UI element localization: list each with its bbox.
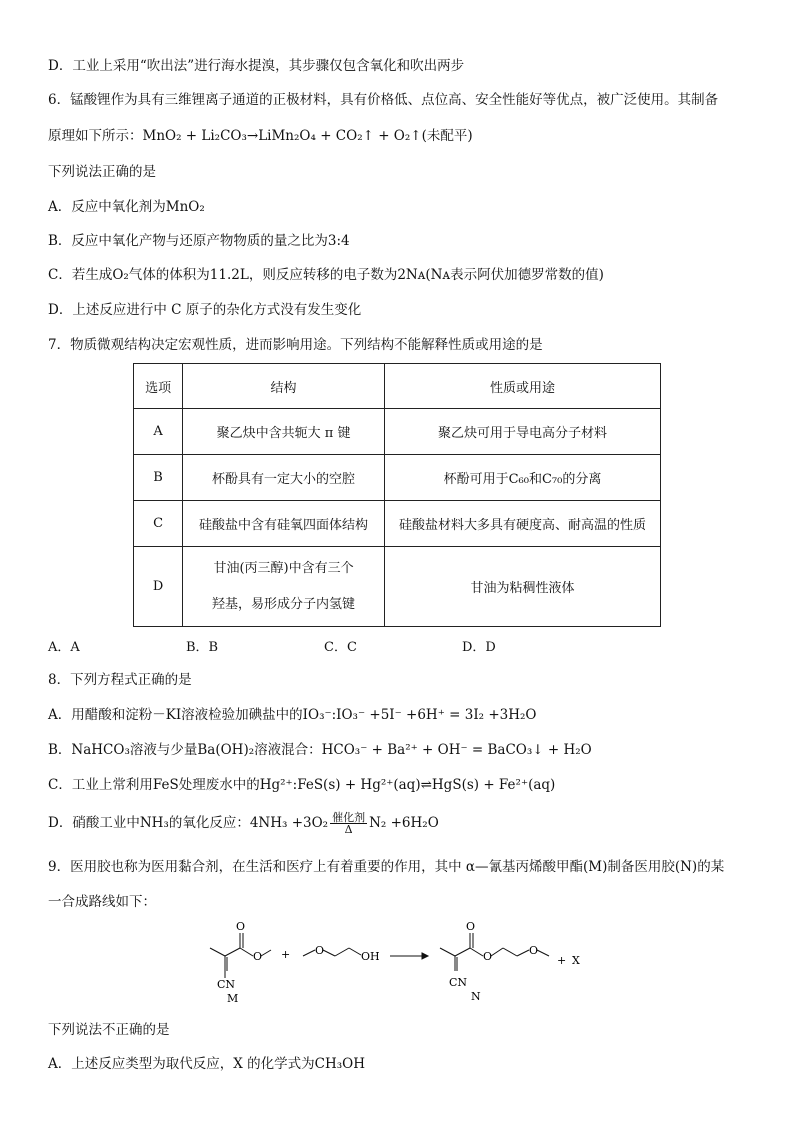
q7-option-d: D．D — [462, 640, 496, 655]
table-header-cell: 性质或用途 — [384, 364, 660, 409]
label-n: N — [471, 990, 481, 1003]
reaction-scheme — [205, 918, 625, 1008]
q7-option-b: B．B — [186, 640, 219, 655]
methoxyethanol — [303, 948, 361, 956]
table-cell: D — [134, 547, 183, 627]
table-cell: 聚乙炔中含共轭大 π 键 — [183, 409, 385, 455]
plus-sign: + — [557, 954, 567, 967]
table-header-cell: 选项 — [134, 364, 183, 409]
q6-stem-line1: 6．锰酸锂作为具有三维锂离子通道的正极材料，具有价格低、点位高、安全性能好等优点，被广泛使用。其制备 — [48, 92, 719, 108]
q9-option-a: A．上述反应类型为取代反应，X 的化学式为CH₃OH — [48, 1056, 366, 1072]
table-cell: 硅酸盐中含有硅氧四面体结构 — [183, 501, 385, 547]
table-row — [134, 547, 661, 627]
table-header-row — [134, 364, 661, 409]
q6-option-b: B．反应中氧化产物与还原产物物质的量之比为3:4 — [48, 233, 350, 249]
catalyst-label: 催化剂 — [332, 811, 366, 824]
table-cell: 硅酸盐材料大多具有硬度高、耐高温的性质 — [384, 501, 660, 547]
table-header-cell: 结构 — [183, 364, 385, 409]
q6-question: 下列说法正确的是 — [48, 164, 156, 180]
q7-option-a: A．A — [48, 640, 80, 655]
table-cell: C — [134, 501, 183, 547]
table-cell: 聚乙炔可用于导电高分子材料 — [384, 409, 660, 455]
q9-question: 下列说法不正确的是 — [48, 1022, 170, 1038]
reaction-condition — [330, 812, 367, 835]
table-row — [134, 409, 661, 455]
table-cell-line: 甘油(丙三醇)中含有三个 — [213, 560, 354, 576]
q6-option-d: D．上述反应进行中 C 原子的杂化方式没有发生变化 — [48, 302, 362, 318]
plus-sign: + — [281, 948, 291, 961]
q6-option-a: A．反应中氧化剂为MnO₂ — [48, 199, 205, 215]
cyano-label: CN — [217, 978, 236, 991]
atom-label: O — [483, 950, 493, 963]
atom-label: O — [315, 944, 325, 957]
q8-option-d — [48, 812, 439, 835]
table-cell: 杯酚具有一定大小的空腔 — [183, 455, 385, 501]
q8-d-prefix: D．硝酸工业中NH₃的氧化反应：4NH₃ +3O₂ — [48, 815, 329, 831]
q9-stem-line2: 一合成路线如下： — [48, 894, 156, 910]
q8-option-b: B．NaHCO₃溶液与少量Ba(OH)₂溶液混合：HCO₃⁻ + Ba²⁺ + OH⁻ = BaCO₃↓ + H₂O — [48, 742, 592, 758]
product-x: X — [572, 954, 580, 967]
cyano-label: CN — [449, 976, 468, 989]
atom-label: O — [236, 920, 246, 933]
table-cell: A — [134, 409, 183, 455]
q6-stem-line2: 原理如下所示：MnO₂ + Li₂CO₃→LiMn₂O₄ + CO₂↑ + O₂↑(未配平) — [48, 128, 473, 144]
q7-table — [133, 363, 661, 627]
atom-label: O — [466, 920, 476, 933]
q8-option-c: C．工业上常利用FeS处理废水中的Hg²⁺:FeS(s) + Hg²⁺(aq)⇌HgS(s) + Fe²⁺(aq) — [48, 777, 556, 793]
line-q5-d: D．工业上采用“吹出法”进行海水提溴，其步骤仅包含氧化和吹出两步 — [48, 58, 465, 74]
q8-stem: 8．下列方程式正确的是 — [48, 672, 192, 688]
q8-option-a: A．用醋酸和淀粉－KI溶液检验加碘盐中的IO₃⁻:IO₃⁻ +5I⁻ +6H⁺ = 3I₂ +3H₂O — [48, 707, 537, 723]
table-row — [134, 501, 661, 547]
table-cell — [183, 547, 385, 627]
atom-label: O — [253, 950, 263, 963]
q7-stem: 7．物质微观结构决定宏观性质，进而影响用途。下列结构不能解释性质或用途的是 — [48, 337, 543, 353]
q7-option-c: C．C — [324, 640, 357, 655]
q6-option-c: C．若生成O₂气体的体积为11.2L，则反应转移的电子数为2Nᴀ(Nᴀ表示阿伏加德罗常数的值) — [48, 267, 604, 283]
label-m: M — [227, 992, 239, 1005]
table-cell-line: 羟基，易形成分子内氢键 — [212, 596, 356, 612]
reaction-arrow — [390, 953, 428, 959]
heat-label: Δ — [344, 823, 353, 836]
table-cell: 甘油为粘稠性液体 — [384, 547, 660, 627]
table-row — [134, 455, 661, 501]
atom-label: OH — [361, 950, 380, 963]
q8-d-suffix: N₂ +6H₂O — [369, 815, 439, 831]
atom-label: O — [529, 944, 539, 957]
table-cell: B — [134, 455, 183, 501]
table-cell: 杯酚可用于C₆₀和C₇₀的分离 — [384, 455, 660, 501]
q9-stem-line1: 9．医用胶也称为医用黏合剂，在生活和医疗上有着重要的作用，其中 α—氰基丙烯酸甲酯(M)制备医用胶(N)的某 — [48, 859, 725, 875]
